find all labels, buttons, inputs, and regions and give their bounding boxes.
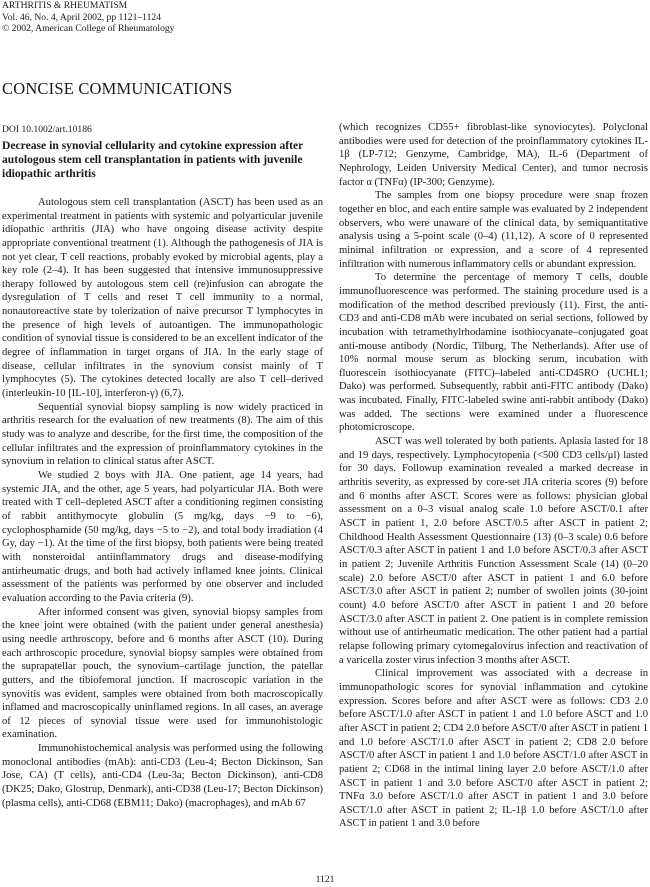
copyright-line: © 2002, American College of Rheumatology xyxy=(2,23,175,35)
paragraph: To determine the percentage of memory T cells, double immunofluorescence was performed. The staining procedure used is a modification of the method described previously (11). First, the anti-CD3 and anti-CD8 mAb were incubated on serial sections, followed by incubation with tetramethylrhodamine isothiocyanate–conjugated goat anti-mouse antibody (Nordic, Tilburg, The Netherlands). After use of 10% normal mouse serum as blocking serum, incubation with fluorescein isothiocyanate (FITC)–labeled anti-CD45RO (UCHL1; Dako) was performed. Subsequently, rabbit anti-FITC antibody (Dako) was incubated. Finally, FITC-labeled swine anti-rabbit antibody (Dako) was added. The sections were examined under a fluorescence photomicroscope. xyxy=(339,272,648,434)
right-column xyxy=(339,121,648,831)
journal-masthead xyxy=(2,0,174,35)
page-number: 1121 xyxy=(315,874,335,885)
left-column xyxy=(2,123,323,810)
paragraph: Autologous stem cell transplantation (ASCT) has been used as an experimental treatment in patients with systemic and polyarticular juvenile idiopathic arthritis (JIA) who have ongoing disease activity despite appropriate conventional treatment (1). Although the pathogenesis of JIA is not yet clear, T cell reactions, probably evoked by microbial agents, play a key role (2–4). It has been suggested that intensive immunosuppressive therapy followed by autologous stem cell (re)infusion can abrogate the dysregulation of T cells and reset T cell immunity to a normal, nonautoreactive state by tolerization of naive precursor T lymphocytes in the presence of high levels of autoantigen. The immunopathologic condition of synovial tissue is considered to be an excellent indicator of the degree of inflammation in target organs of JIA. In the early stage of disease, cellular infiltrates in the synovium consist mainly of T lymphocytes (5). The cytokines detected locally are also T cell–derived (interleukin-10 [IL-10], interferon-γ) (6,7). xyxy=(2,196,323,400)
paragraph: ASCT was well tolerated by both patients. Aplasia lasted for 18 and 19 days, respectively. Lymphocytopenia (<500 CD3 cells/μl) lasted for 30 days. Followup examination revealed a marked decrease in arthritis severity, as expressed by core-set JIA criteria scores (9) before and 6 months after ASCT. Scores were as follows: physician global assessment on a 0–3 visual analog scale 1.0 before ASCT/0.1 after ASCT in patient 1, 2.0 before ASCT/0.5 after ASCT in patient 2; Childhood Health Assessment Questionnaire (13) (0–3 scale) 0.6 before ASCT/0.3 after ASCT in patient 1 and 1.0 before ASCT/0.3 after ASCT in patient 2; Juvenile Arthritis Function Assessment Scale (14) (0–20 scale) 2.0 before ASCT/0 after ASCT in patient 1 and 6.0 before ASCT/3.0 after ASCT in patient 2; number of swollen joints (30-joint count) 4.0 before ASCT/0 after ASCT in patient 1 and 20 before ASCT/3.0 after ASCT in patient 2. One patient is in complete remission without use of antirheumatic medication. The other patient had a partial relapse following primary cytomegalovirus infection and reactivation of a varicella zoster virus infection 3 months after ASCT. xyxy=(339,436,648,666)
journal-issue: Vol. 46, No. 4, April 2002, pp 1121–1124 xyxy=(2,11,162,23)
doi: DOI 10.1002/art.10186 xyxy=(2,124,92,135)
article-title: Decrease in synovial cellularity and cytokine expression after autologous stem cell transplantation in patients with juvenile idiopathic arthritis xyxy=(2,138,304,181)
section-title: CONCISE COMMUNICATIONS xyxy=(2,79,233,98)
paragraph: (which recognizes CD55+ fibroblast-like synoviocytes). Polyclonal antibodies were used for detection of the proinflammatory cytokines IL-1β (LP-712; Genzyme, Cambridge, MA), IL-6 (Department of Nephrology, Leiden University Medical Center), and tumor necrosis factor α (TNFα) (IP-300; Genzyme). xyxy=(339,122,648,188)
paragraph: Clinical improvement was associated with a decrease in immunopathologic scores for synovial inflammation and cytokine expression. Scores before and after ASCT were as follows: CD3 2.0 before ASCT/1.0 after ASCT in patient 1 and 1.0 before ASCT and 1.0 after ASCT in patient 2; CD4 2.0 before ASCT/0 after ASCT in patient 1 and 1.0 before ASCT/1.0 after ASCT in patient 2; CD8 2.0 before ASCT/0 after ASCT in patient 1 and 1.0 before ASCT/1.0 after ASCT in patient 2; CD68 in the intimal lining layer 2.0 before ASCT/1.0 after ASCT in patient 1 and 3.0 before ASCT/0 after ASCT in patient 2; TNFα 3.0 before ASCT/1.0 after ASCT in patient 1 and 3.0 before ASCT/1.0 after ASCT in patient 2; IL-1β 1.0 before ASCT/1.0 after ASCT in patient 1 and 3.0 before xyxy=(339,668,648,830)
paragraph: We studied 2 boys with JIA. One patient, age 14 years, had systemic JIA, and the other, age 5 years, had polyarticular JIA. Both were treated with T cell–depleted ASCT after a conditioning regimen consisting of rabbit antithymocyte globulin (5 mg/kg, days −9 to −6), cyclophosphamide (50 mg/kg, days −5 to −2), and total body irradiation (4 Gy, day −1). At the time of the first biopsy, both patients were being treated with nonsteroidal antiinflammatory drugs and disease-modifying antirheumatic drugs, and both had actively inflamed knee joints. Clinical assessment of the patients was performed by one observer and included evaluation according to the Pavia criteria (9). xyxy=(2,470,323,604)
paragraph: Sequential synovial biopsy sampling is now widely practiced in arthritis research for the evaluation of new treatments (8). The aim of this study was to analyze and describe, for the first time, the composition of the cellular infiltrates and the expression of proinflammatory cytokines in the synovium in relation to clinical status after ASCT. xyxy=(2,401,323,468)
paragraph: Immunohistochemical analysis was performed using the following monoclonal antibodies (mAb): anti-CD3 (Leu-4; Becton Dickinson, San Jose, CA) (T cells), anti-CD4 (Leu-3a; Becton Dickinson), anti-CD8 (DK25; Dako, Glostrup, Denmark), anti-CD38 (Leu-17; Becton Dickinson) (plasma cells), anti-CD68 (EBM11; Dako) (macrophages), and mAb 67 xyxy=(2,743,323,809)
paragraph: After informed consent was given, synovial biopsy samples from the knee joint were obtained (with the patient under general anesthesia) using needle arthroscopy, before and 6 months after ASCT (10). During each arthroscopic procedure, synovial biopsy samples were obtained from the suprapatellar pouch, the synovium–cartilage junction, the patellar gutters, and the tibiofemoral junction. If macroscopic variation in the synovitis was evident, samples were obtained from both macroscopically inflamed and macroscopically uninflamed regions. In all cases, an average of 12 pieces of synovial tissue were used for immunohistologic examination. xyxy=(2,606,323,741)
paragraph: The samples from one biopsy procedure were snap frozen together en bloc, and each entire sample was evaluated by 2 independent observers, who were unaware of the clinical data, by semiquantitative analysis using a 5-point scale (0–4) (11,12). A score of 0 represented minimal infiltration or expression, and a score of 4 represented infiltration with numerous inflammatory cells or abundant expression. xyxy=(339,190,648,270)
journal-name: ARTHRITIS & RHEUMATISM xyxy=(2,0,128,11)
